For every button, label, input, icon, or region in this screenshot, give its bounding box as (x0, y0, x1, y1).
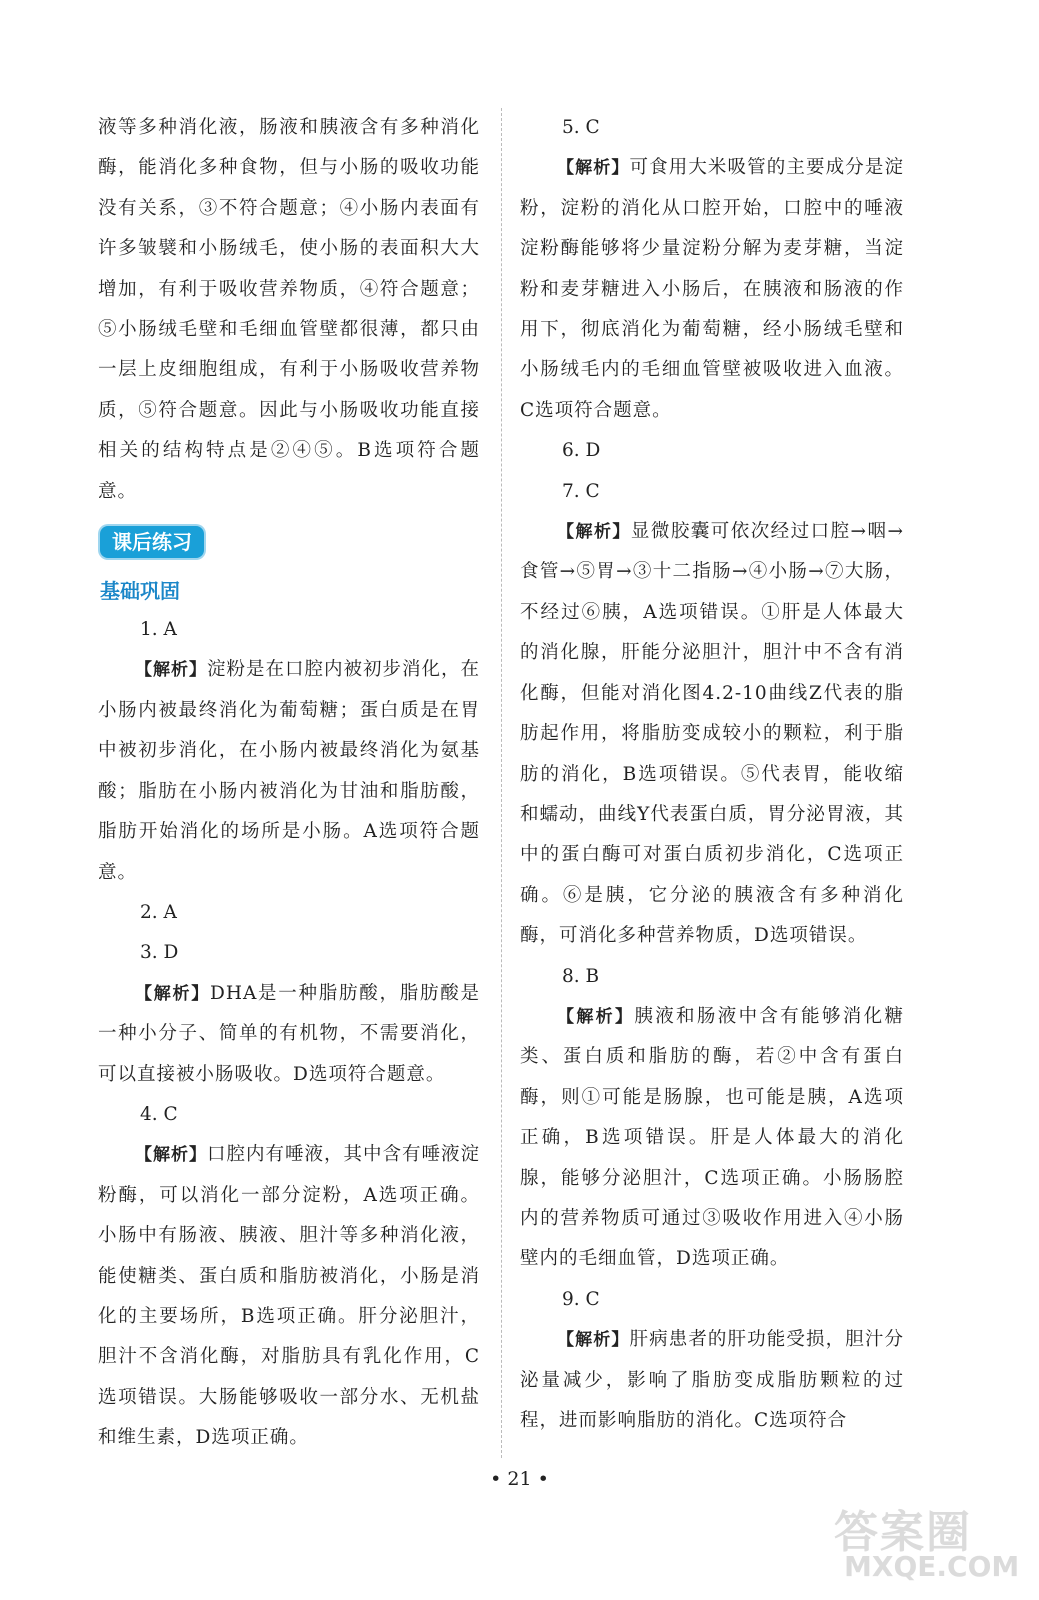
analysis-tag: 【解析】 (135, 1145, 207, 1166)
right-column (520, 108, 904, 1441)
analysis-5: 【解析】可食用大米吸管的主要成分是淀粉，淀粉的消化从口腔开始，口腔中的唾液淀粉酶能够将少量淀粉分解为麦芽糖，当淀粉和麦芽糖进入小肠后，在胰液和肠液的作用下，彻底消化为葡萄糖，经小肠绒毛壁和小肠绒毛内的毛细血管壁被吸收进入血液。C选项符合题意。 (520, 157, 904, 421)
analysis-8: 【解析】胰液和肠液中含有能够消化糖类、蛋白质和脂肪的酶，若②中含有蛋白酶，则①可能是肠腺，也可能是胰，A选项正确，B选项错误。肝是人体最大的消化腺，能够分泌胆汁，C选项正确。小肠肠腔内的营养物质可通过③吸收作用进入④小肠壁内的毛细血管，D选项正确。 (520, 1005, 904, 1270)
page-number: • 21 • (490, 1468, 549, 1490)
analysis-tag: 【解析】 (135, 660, 207, 681)
watermark-bottom: MXQE.COM (844, 1550, 1020, 1583)
analysis-tag: 【解析】 (557, 1006, 635, 1027)
left-column (98, 108, 480, 1459)
answer-9: 9. C (562, 1288, 600, 1310)
answer-7: 7. C (562, 480, 600, 502)
analysis-tag: 【解析】 (135, 983, 210, 1004)
answer-2: 2. A (140, 901, 177, 923)
analysis-tag: 【解析】 (557, 1330, 630, 1351)
analysis-tag: 【解析】 (557, 158, 630, 179)
analysis-9: 【解析】肝病患者的肝功能受损，胆汁分泌量减少，影响了脂肪变成脂肪颗粒的过程，进而影响脂肪的消化。C选项符合 (520, 1329, 904, 1431)
analysis-7: 【解析】显微胶囊可依次经过口腔→咽→食管→⑤胃→③十二指肠→④小肠→⑦大肠，不经过⑥胰，A选项错误。①肝是人体最大的消化腺，肝能分泌胆汁，胆汁中不含有消化酶，但能对消化图4.2-10曲线Z代表的脂肪起作用，将脂肪变成较小的颗粒，利于脂肪的消化，B选项错误。⑤代表胃，能收缩和蠕动，曲线Y代表蛋白质，胃分泌胃液，其中的蛋白酶可对蛋白质初步消化，C选项正确。⑥是胰，它分泌的胰液含有多种消化酶，可消化多种营养物质，D选项错误。 (520, 521, 904, 947)
analysis-tag: 【解析】 (557, 522, 631, 543)
answer-1: 1. A (140, 619, 177, 641)
answer-8: 8. B (562, 965, 600, 987)
subsection-title: 基础巩固 (100, 579, 180, 604)
answer-5: 5. C (562, 117, 600, 138)
answer-4: 4. C (140, 1103, 178, 1125)
watermark-logo (834, 1490, 1020, 1590)
analysis-3: 【解析】DHA是一种脂肪酸，脂肪酸是一种小分子、简单的有机物，不需要消化，可以直接被小肠吸收。D选项符合题意。 (98, 982, 481, 1085)
analysis-4: 【解析】口腔内有唾液，其中含有唾液淀粉酶，可以消化一部分淀粉，A选项正确。小肠中有肠液、胰液、胆汁等多种消化液，能使糖类、蛋白质和脂肪被消化，小肠是消化的主要场所，B选项正确。肝分泌胆汁，胆汁不含消化酶，对脂肪具有乳化作用，C选项错误。大肠能够吸收一部分水、无机盐和维生素，D选项正确。 (98, 1144, 481, 1449)
analysis-1: 【解析】淀粉是在口腔内被初步消化，在小肠内被最终消化为葡萄糖；蛋白质是在胃中被初步消化，在小肠内被最终消化为氨基酸；脂肪在小肠内被消化为甘油和脂肪酸，脂肪开始消化的场所是小肠。A选项符合题意。 (98, 659, 481, 883)
answer-3: 3. D (140, 942, 179, 964)
intro-paragraph: 液等多种消化液，肠液和胰液含有多种消化酶，能消化多种食物，但与小肠的吸收功能没有关系，③不符合题意；④小肠内表面有许多皱襞和小肠绒毛，使小肠的表面积大大增加，有利于吸收营养物质，④符合题意；⑤小肠绒毛壁和毛细血管壁都很薄，都只由一层上皮细胞组成，有利于小肠吸收营养物质，⑤符合题意。因此与小肠吸收功能直接相关的结构特点是②④⑤。B选项符合题意。 (98, 117, 480, 502)
section-title: 课后练习 (100, 526, 204, 558)
watermark-top: 答案圈 (834, 1507, 972, 1558)
answer-6: 6. D (562, 440, 601, 462)
column-divider (501, 108, 502, 1458)
